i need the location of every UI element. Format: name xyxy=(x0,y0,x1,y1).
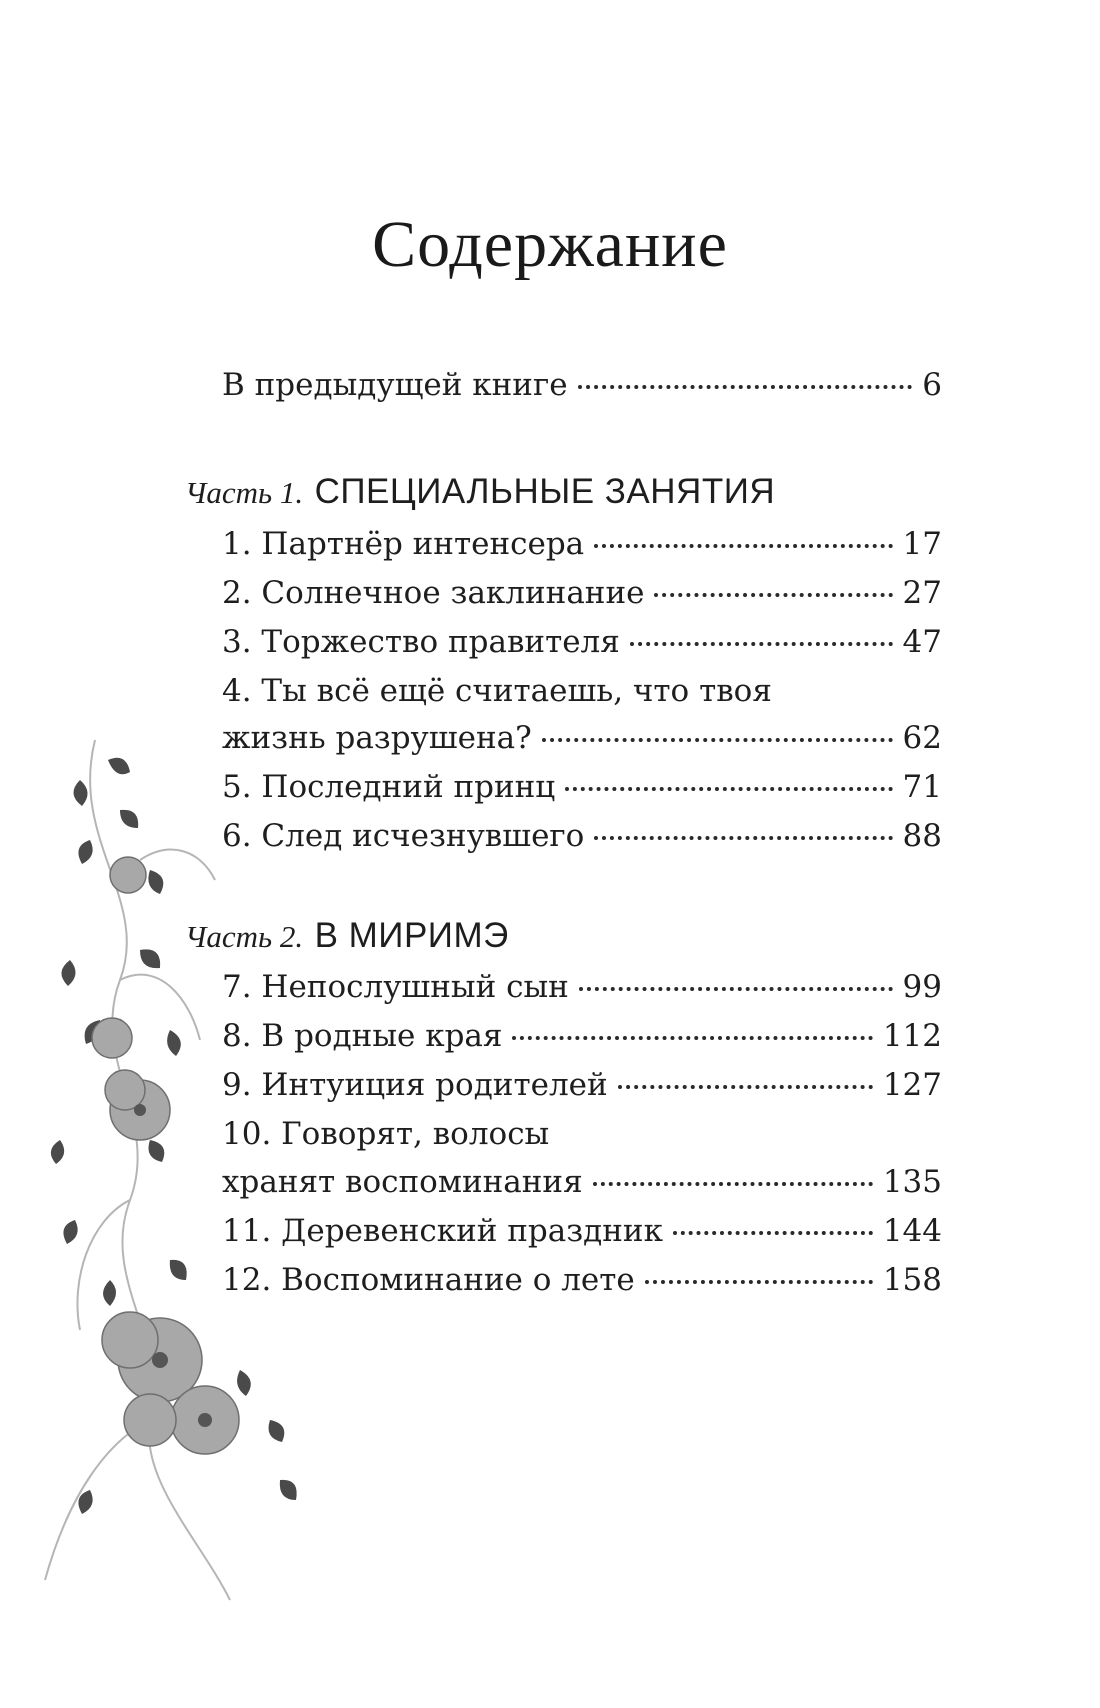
toc-entry-label: 6. След исчезнувшего xyxy=(222,818,585,854)
toc-entry-page: 135 xyxy=(882,1164,942,1200)
dot-leader xyxy=(594,836,892,840)
toc-entry xyxy=(222,1162,942,1202)
toc-entry-label: 7. Непослушный сын xyxy=(222,969,569,1005)
dot-leader xyxy=(578,385,913,389)
dot-leader xyxy=(542,738,893,742)
toc-entry-page: 112 xyxy=(882,1018,942,1054)
toc-entry-label: жизнь разрушена? xyxy=(222,720,532,756)
toc-entry-label: В предыдущей книге xyxy=(222,367,568,403)
toc-entry xyxy=(222,1260,942,1300)
toc-entry-label: 1. Партнёр интенсера xyxy=(222,526,585,562)
toc-entry-label: 11. Деревенский праздник xyxy=(222,1213,663,1249)
toc-entry-label: 8. В родные края xyxy=(222,1018,503,1054)
toc-entry xyxy=(222,573,942,613)
part-heading xyxy=(185,914,945,959)
page-title: Содержание xyxy=(372,208,728,281)
toc-entry-page: 17 xyxy=(902,526,942,562)
toc-entry-page: 88 xyxy=(902,818,942,854)
toc-entry-page: 127 xyxy=(882,1067,942,1103)
toc-entry-page: 47 xyxy=(902,624,942,660)
toc-entry-page: 62 xyxy=(902,720,942,756)
part-name: СПЕЦИАЛЬНЫЕ ЗАНЯТИЯ xyxy=(314,472,776,511)
dot-leader xyxy=(565,787,892,791)
toc-entry-page: 71 xyxy=(902,769,942,805)
toc-entry-page: 6 xyxy=(922,367,942,403)
dot-leader xyxy=(673,1231,873,1235)
dot-leader xyxy=(654,593,892,597)
toc-entry-intro xyxy=(222,365,942,405)
toc-entry-label: хранят воспоминания xyxy=(222,1164,583,1200)
toc-entry-page: 144 xyxy=(882,1213,942,1249)
toc-entry-page: 99 xyxy=(902,969,942,1005)
dot-leader xyxy=(512,1036,872,1040)
toc-entry xyxy=(222,816,942,856)
toc-entry-page: 27 xyxy=(902,575,942,611)
toc-entry-label-line1: 4. Ты всё ещё считаешь, что твоя xyxy=(222,673,772,709)
part-prefix: Часть 1. xyxy=(185,475,304,510)
toc-entry xyxy=(222,718,942,758)
toc-entry xyxy=(222,967,942,1007)
toc-entry-label: 2. Солнечное заклинание xyxy=(222,575,645,611)
toc-entry-label-line1: 10. Говорят, волосы xyxy=(222,1116,550,1152)
dot-leader xyxy=(594,544,892,548)
part-heading xyxy=(185,470,945,515)
toc-entry xyxy=(222,524,942,564)
part-prefix: Часть 2. xyxy=(185,919,304,954)
dot-leader xyxy=(618,1085,873,1089)
toc-entry-label: 3. Торжество правителя xyxy=(222,624,620,660)
toc-entry-page: 158 xyxy=(882,1262,942,1298)
toc-entry xyxy=(222,1065,942,1105)
dot-leader xyxy=(630,642,893,646)
dot-leader xyxy=(593,1182,873,1186)
toc-entry xyxy=(222,767,942,807)
toc-entry xyxy=(222,1016,942,1056)
part-name: В МИРИМЭ xyxy=(314,916,509,955)
dot-leader xyxy=(645,1280,873,1284)
dot-leader xyxy=(579,987,893,991)
toc-entry-label: 5. Последний принц xyxy=(222,769,556,805)
toc-entry-label: 12. Воспоминание о лете xyxy=(222,1262,635,1298)
toc-entry xyxy=(222,1211,942,1251)
toc-entry-label: 9. Интуиция родителей xyxy=(222,1067,608,1103)
toc-entry xyxy=(222,622,942,662)
